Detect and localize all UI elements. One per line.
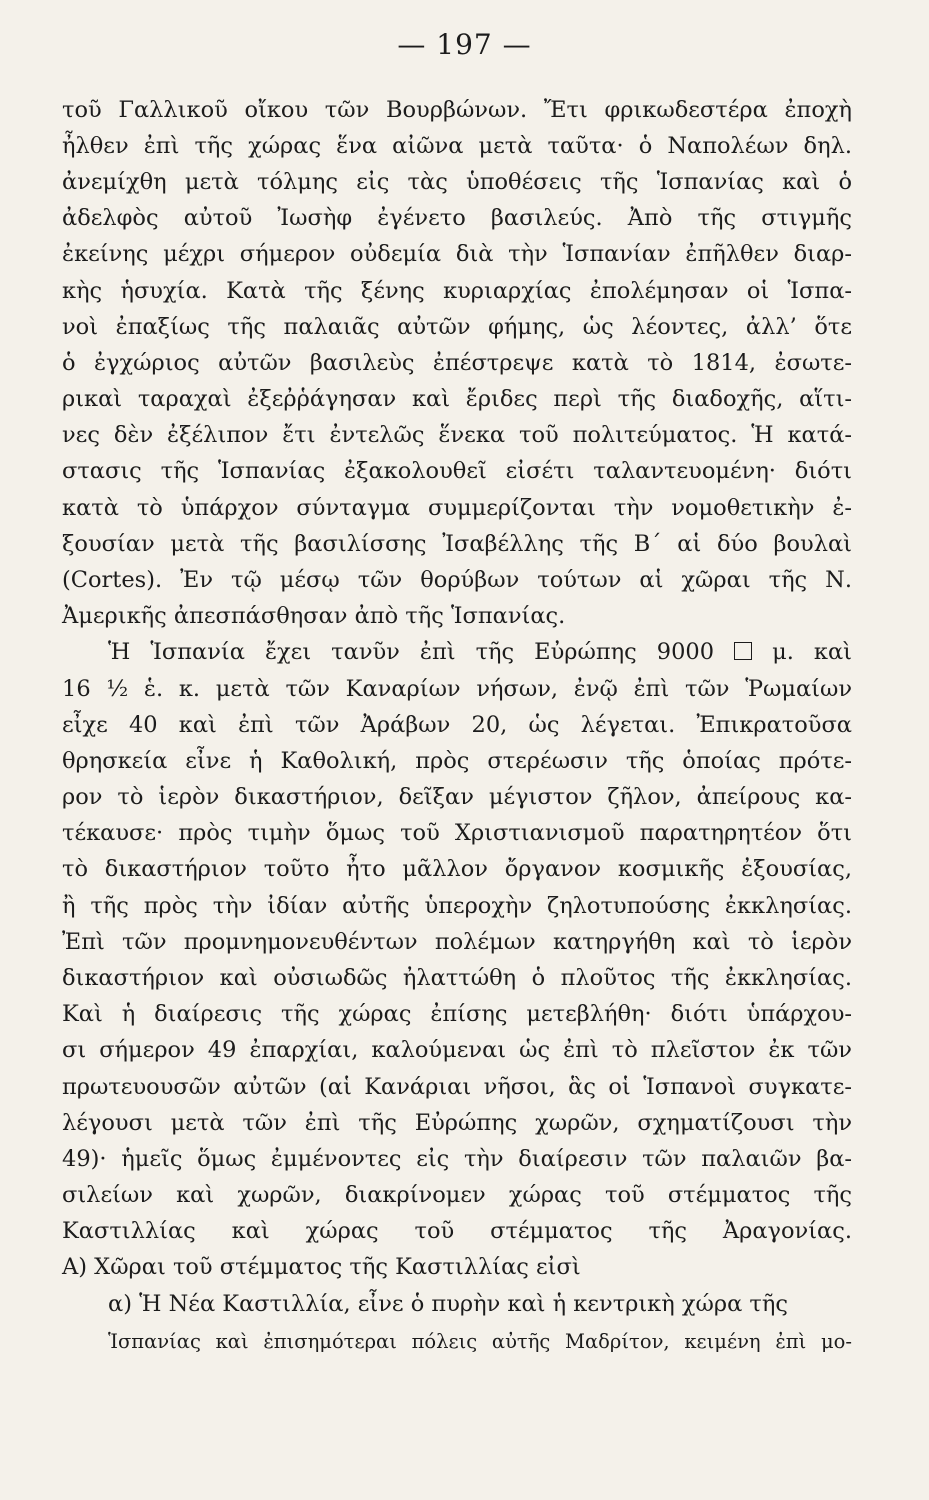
text-line: Καστιλλίας καὶ χώρας τοῦ στέμματος τῆς Ἀραγονίας. [62,1218,852,1244]
section-heading: α) Ἡ Νέα Καστιλλία, εἶνε ὁ πυρὴν καὶ ἡ κεντρικὴ χώρα τῆς [108,1291,788,1317]
text-line: τέκαυσε· πρὸς τιμὴν ὅμως τοῦ Χριστιανισμοῦ παρατηρητέον ὅτι [62,820,852,846]
text-line: στασις τῆς Ἱσπανίας ἐξακολουθεῖ εἰσέτι ταλαντευομένη· διότι [62,458,852,484]
text-line: (Cortes). Ἐν τῷ μέσῳ τῶν θορύβων τούτων αἱ χῶραι τῆς Ν. [62,567,852,593]
area-unit-text: μ. καὶ [772,639,852,665]
text-line: ρον τὸ ἱερὸν δικαστήριον, δεῖξαν μέγιστον ζῆλον, ἀπείρους κα- [62,784,852,810]
text-line: Ἱσπανίας καὶ ἐπισημότεραι πόλεις αὐτῆς Μαδρίτον, κειμένη ἐπὶ μο- [108,1330,852,1353]
text-line: λέγουσι μετὰ τῶν ἐπὶ τῆς Εὐρώπης χωρῶν, σχηματίζουσι τὴν [62,1110,852,1136]
text-line: 49)· ἡμεῖς ὅμως ἐμμένοντες εἰς τὴν διαίρεσιν τῶν παλαιῶν βα- [62,1146,852,1172]
text-line: νες δὲν ἐξέλιπον ἔτι ἐντελῶς ἕνεκα τοῦ πολιτεύματος. Ἡ κατά- [62,422,852,448]
text-line-area [108,637,852,667]
text-line: Καὶ ἡ διαίρεσις τῆς χώρας ἐπίσης μετεβλήθη· διότι ὑπάρχου- [62,1001,852,1027]
text-line: δικαστήριον καὶ οὐσιωδῶς ἠλαττώθη ὁ πλοῦτος τῆς ἐκκλησίας. [62,965,852,991]
text-line: πρωτευουσῶν αὐτῶν (αἱ Κανάριαι νῆσοι, ἃς οἱ Ἱσπανοὶ συγκατε- [62,1074,852,1100]
text-line: Α) Χῶραι τοῦ στέμματος τῆς Καστιλλίας εἰσὶ [62,1254,581,1280]
page-number: — 197 — [397,28,532,61]
text-line: ὁ ἐγχώριος αὐτῶν βασιλεὺς ἐπέστρεψε κατὰ τὸ 1814, ἐσωτε- [62,350,852,376]
text-line: κὴς ἡσυχία. Κατὰ τῆς ξένης κυριαρχίας ἐπολέμησαν οἱ Ἱσπα- [62,278,852,304]
text-line: Ἀμερικῆς ἀπεσπάσθησαν ἀπὸ τῆς Ἱσπανίας. [62,603,566,629]
text-line: τοῦ Γαλλικοῦ οἴκου τῶν Βουρβώνων. Ἔτι φρικωδεστέρα ἐποχὴ [62,97,852,123]
text-line: ἀδελφὸς αὐτοῦ Ἰωσὴφ ἐγένετο βασιλεύς. Ἀπὸ τῆς στιγμῆς [62,205,852,231]
area-text: Ἡ Ἱσπανία ἔχει τανῦν ἐπὶ τῆς Εὐρώπης 9000 [108,639,715,665]
text-line: εἶχε 40 καὶ ἐπὶ τῶν Ἀράβων 20, ὡς λέγεται. Ἐπικρατοῦσα [62,712,852,738]
text-line: ἢ τῆς πρὸς τὴν ἰδίαν αὐτῆς ὑπεροχὴν ζηλοτυπούσης ἐκκλησίας. [62,893,852,919]
text-line: τὸ δικαστήριον τοῦτο ἦτο μᾶλλον ὄργανον κοσμικῆς ἐξουσίας, [62,856,852,882]
text-line: νοὶ ἐπαξίως τῆς παλαιᾶς αὐτῶν φήμης, ὡς λέοντες, ἀλλ’ ὅτε [62,314,852,340]
text-line: ξουσίαν μετὰ τῆς βασιλίσσης Ἰσαβέλλης τῆς Β΄ αἱ δύο βουλαὶ [62,531,852,557]
text-line: σι σήμερον 49 ἐπαρχίαι, καλούμεναι ὡς ἐπὶ τὸ πλεῖστον ἐκ τῶν [62,1037,852,1063]
text-line: σιλείων καὶ χωρῶν, διακρίνομεν χώρας τοῦ στέμματος τῆς [62,1182,852,1208]
text-line: ἐκείνης μέχρι σήμερον οὐδεμία διὰ τὴν Ἱσπανίαν ἐπῆλθεν διαρ- [62,241,852,267]
text-line: κατὰ τὸ ὑπάρχον σύνταγμα συμμερίζονται τὴν νομοθετικὴν ἐ- [62,495,852,521]
text-line: ρικαὶ ταραχαὶ ἐξεῤῥάγησαν καὶ ἔριδες περὶ τῆς διαδοχῆς, αἵτι- [62,386,852,412]
text-line: θρησκεία εἶνε ἡ Καθολική, πρὸς στερέωσιν τῆς ὁποίας πρότε- [62,748,852,774]
text-line: ἀνεμίχθη μετὰ τόλμης εἰς τὰς ὑποθέσεις τῆς Ἱσπανίας καὶ ὁ [62,169,852,195]
square-symbol-icon [734,642,752,660]
text-line: ἦλθεν ἐπὶ τῆς χώρας ἕνα αἰῶνα μετὰ ταῦτα· ὁ Ναπολέων δηλ. [62,133,852,159]
text-line: 16 ½ ἑ. κ. μετὰ τῶν Καναρίων νήσων, ἐνῷ ἐπὶ τῶν Ῥωμαίων [62,676,852,702]
text-line: Ἐπὶ τῶν προμνημονευθέντων πολέμων κατηργήθη καὶ τὸ ἱερὸν [62,929,852,955]
